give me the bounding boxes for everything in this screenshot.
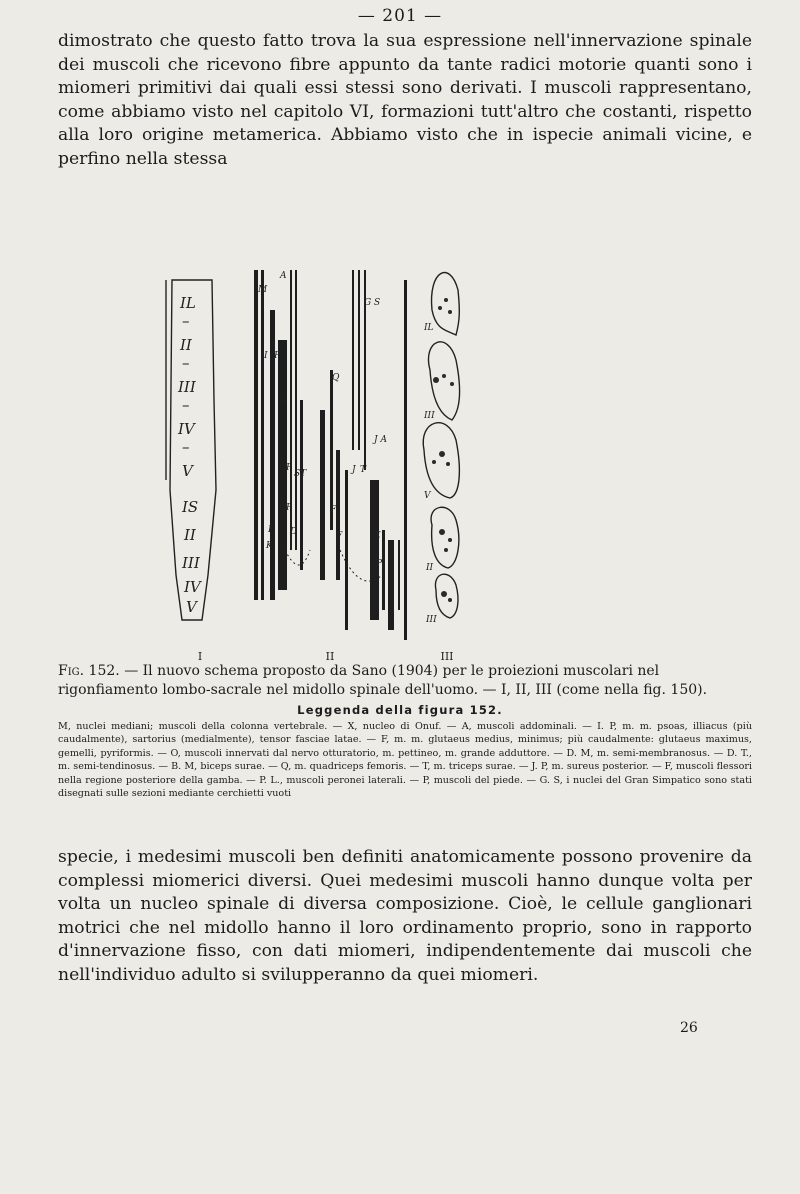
paragraph-top: dimostrato che questo fatto trova la sua espressione nell'innervazione spinale dei muscoli che ricevono fibre appunto da tante radici motorie quanti sono i miomeri primitivi dai quali essi stessi sono derivati. I muscoli rappresentano, come abbiamo visto nel capitolo VI, formazioni tutt'altro che costanti, rispetto alla loro origine metamerica. Abbiamo visto che in ispecie animali vicine, e perfino nella stessa bbox=[58, 31, 752, 169]
section-label: IL bbox=[424, 323, 434, 333]
page-number: — 201 — bbox=[357, 6, 443, 26]
column-letter: ST bbox=[294, 469, 307, 479]
segment-label: V bbox=[182, 462, 193, 480]
panel-ii-dotted-bends bbox=[285, 550, 382, 581]
section-label: V bbox=[424, 491, 431, 501]
column-letter: E bbox=[374, 531, 381, 541]
column-letter: P bbox=[286, 503, 293, 513]
segment-label: – bbox=[182, 312, 190, 330]
column-letter: J A bbox=[374, 435, 387, 445]
segment-label: IV bbox=[178, 420, 195, 438]
panel-label-ii: II bbox=[325, 650, 335, 663]
section-label: III bbox=[424, 411, 435, 421]
segment-label: IV bbox=[184, 578, 201, 596]
page-signature: 26 bbox=[680, 1020, 698, 1036]
segment-label: IL bbox=[180, 294, 196, 312]
paragraph-bottom: specie, i medesimi muscoli ben definiti anatomicamente possono provenire da complessi miomerici diversi. Quei medesimi muscoli hanno dunque volta per volta un nucleo spinale di diversa composizione. Cioè, le cellule ganglionari motrici che nel midollo hanno il loro ordinamento proprio, sono in rapporto d'innervazione fisso, con dati miomeri, indipendentemente dai muscoli che nell'individuo adulto si svilupperanno da quei miomeri. bbox=[58, 847, 752, 985]
column-letter: O bbox=[280, 397, 288, 407]
column-letter: J bbox=[352, 465, 356, 475]
column-letter: K bbox=[266, 541, 273, 551]
panel-label-i: I bbox=[197, 650, 203, 663]
column-letter: F bbox=[336, 531, 343, 541]
column-letter: P bbox=[286, 463, 293, 473]
figure-caption-text: — Il nuovo schema proposto da Sano (1904) per le proiezioni muscolari nel rigonfiamento lombo-sacrale nel midollo spinale dell'uomo. — I, II, III (come nella fig. 150). bbox=[58, 663, 708, 698]
segment-label: V bbox=[186, 598, 197, 616]
segment-label: – bbox=[182, 354, 190, 372]
panel-ii-columns bbox=[254, 270, 407, 640]
column-letter: I bbox=[264, 351, 268, 361]
column-letter: P bbox=[376, 559, 383, 569]
legend-title: Leggenda della figura 152. bbox=[297, 703, 503, 717]
segment-label: – bbox=[182, 396, 190, 414]
legend-text: M, nuclei mediani; muscoli della colonna vertebrale. — X, nucleo di Onuf. — A, muscoli addominali. — I. P, m. m. psoas, illiacus (più caudalmente), sartorius (medialmente), tensor fasciae latae. — F, m. m. glutaeus medius, minimus; più caudalmente: glutaeus maximus, gemelli, pyriformis. — O, muscoli innervati dal nervo otturatorio, m. pettineo, m. grande adduttore. — D. M, m. semi-membranosus. — D. T., m. semi-tendinosus. — B. M, biceps surae. — Q, m. quadriceps femoris. — T, m. triceps surae. — J. P, m. sureus posterior. — F, muscoli flessori nella regione posteriore della gamba. — P. L., muscoli peronei laterali. — P, muscoli del piede. — G. S, i nuclei del Gran Simpatico sono stati disegnati sulle sezioni mediante cerchietti vuoti bbox=[58, 721, 752, 800]
panel-label-iii: III bbox=[440, 650, 454, 663]
segment-label: III bbox=[178, 378, 196, 396]
section-label: III bbox=[426, 615, 437, 625]
column-letter: I bbox=[372, 483, 376, 493]
column-letter: P bbox=[274, 351, 281, 361]
column-letter: Q bbox=[332, 373, 340, 383]
figure-caption-label: Fig. 152. bbox=[58, 663, 120, 679]
segment-label: II bbox=[184, 526, 196, 544]
segment-label: III bbox=[182, 554, 200, 572]
figure-152-diagram bbox=[160, 250, 640, 666]
column-letter: M bbox=[258, 285, 268, 295]
column-letter: D bbox=[290, 527, 298, 537]
column-letter: T bbox=[360, 465, 367, 475]
panel-i-segment-labels bbox=[177, 294, 203, 616]
segment-label: – bbox=[182, 438, 190, 456]
segment-label: II bbox=[180, 336, 192, 354]
column-letter: G S bbox=[364, 298, 381, 308]
column-letter: A bbox=[280, 271, 287, 281]
segment-label: IS bbox=[182, 498, 199, 516]
column-letter: F bbox=[268, 525, 275, 535]
column-letter: F bbox=[330, 505, 337, 515]
section-label: II bbox=[426, 563, 434, 573]
figure-caption bbox=[58, 662, 752, 700]
